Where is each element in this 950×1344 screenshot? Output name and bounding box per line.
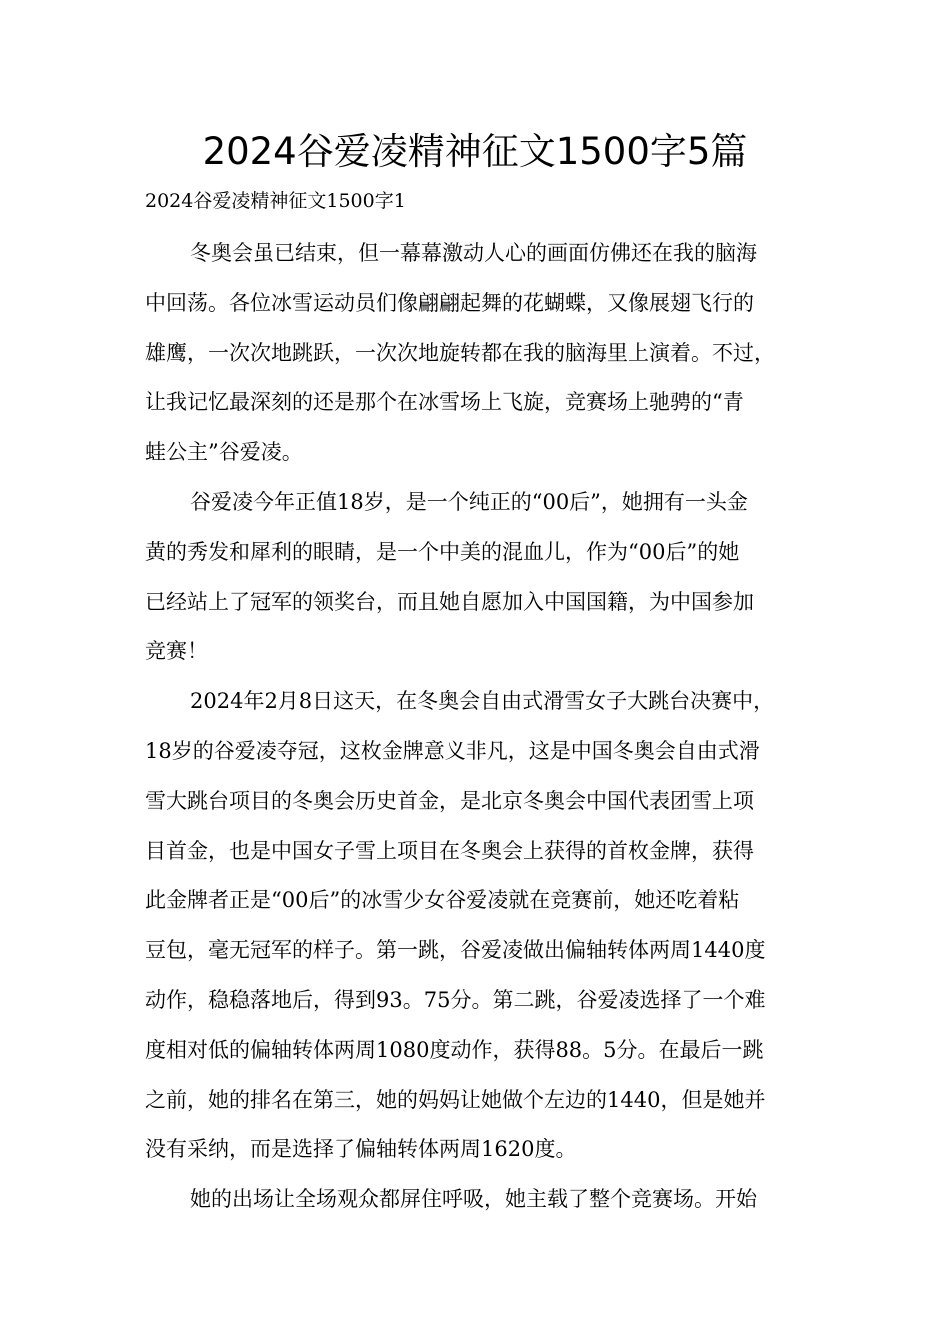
paragraph-3-line: 之前，她的排名在第三，她的妈妈让她做个左边的1440，但是她并 (145, 1087, 766, 1112)
document-title: 2024谷爱凌精神征文1500字5篇 (202, 130, 748, 173)
paragraph-2-line: 已经站上了冠军的领奖台，而且她自愿加入中国国籍，为中国参加 (145, 589, 754, 614)
document-body (145, 229, 827, 1225)
paragraph-4-line: 她的出场让全场观众都屏住呼吸，她主载了整个竞赛场。开始 (190, 1187, 757, 1212)
paragraph-2-line: 竞赛！ (145, 639, 208, 664)
paragraph-3-line: 目首金，也是中国女子雪上项目在冬奥会上获得的首枚金牌，获得 (145, 838, 754, 863)
section-heading: 2024谷爱凌精神征文1500字1 (145, 190, 406, 212)
paragraph-3-line: 豆包，毫无冠军的样子。第一跳，谷爱凌做出偏轴转体两周1440度 (145, 938, 766, 963)
paragraph-3-line: 度相对低的偏轴转体两周1080度动作，获得88。5分。在最后一跳 (145, 1037, 764, 1062)
paragraph-1-line: 中回荡。各位冰雪运动员们像翩翩起舞的花蝴蝶，又像展翅飞行的 (145, 290, 754, 315)
paragraph-3-line: 雪大跳台项目的冬奥会历史首金，是北京冬奥会中国代表团雪上项 (145, 788, 754, 813)
paragraph-3-line: 2024年2月8日这天，在冬奥会自由式滑雪女子大跳台决赛中， (190, 689, 775, 714)
paragraph-3-line: 没有采纳，而是选择了偏轴转体两周1620度。 (145, 1137, 577, 1162)
paragraph-1-line: 让我记忆最深刻的还是那个在冰雪场上飞旋，竞赛场上驰骋的“青 (145, 390, 744, 415)
paragraph-3-line: 此金牌者正是“00后”的冰雪少女谷爱凌就在竞赛前，她还吃着粘 (145, 888, 740, 913)
paragraph-3-line: 动作，稳稳落地后，得到93。75分。第二跳，谷爱凌选择了一个难 (145, 987, 766, 1012)
paragraph-2-line: 谷爱凌今年正值18岁，是一个纯正的“00后”，她拥有一头金 (190, 489, 748, 514)
paragraph-1-line: 雄鹰，一次次地跳跃，一次次地旋转都在我的脑海里上演着。不过， (145, 340, 775, 365)
paragraph-2-line: 黄的秀发和犀利的眼睛，是一个中美的混血儿，作为“00后”的她 (145, 539, 740, 564)
paragraph-1-line: 蛙公主”谷爱凌。 (145, 440, 303, 465)
paragraph-3-line: 18岁的谷爱凌夺冠，这枚金牌意义非凡，这是中国冬奥会自由式滑 (145, 738, 760, 763)
paragraph-1-line: 冬奥会虽已结束，但一幕幕激动人心的画面仿佛还在我的脑海 (190, 241, 757, 265)
